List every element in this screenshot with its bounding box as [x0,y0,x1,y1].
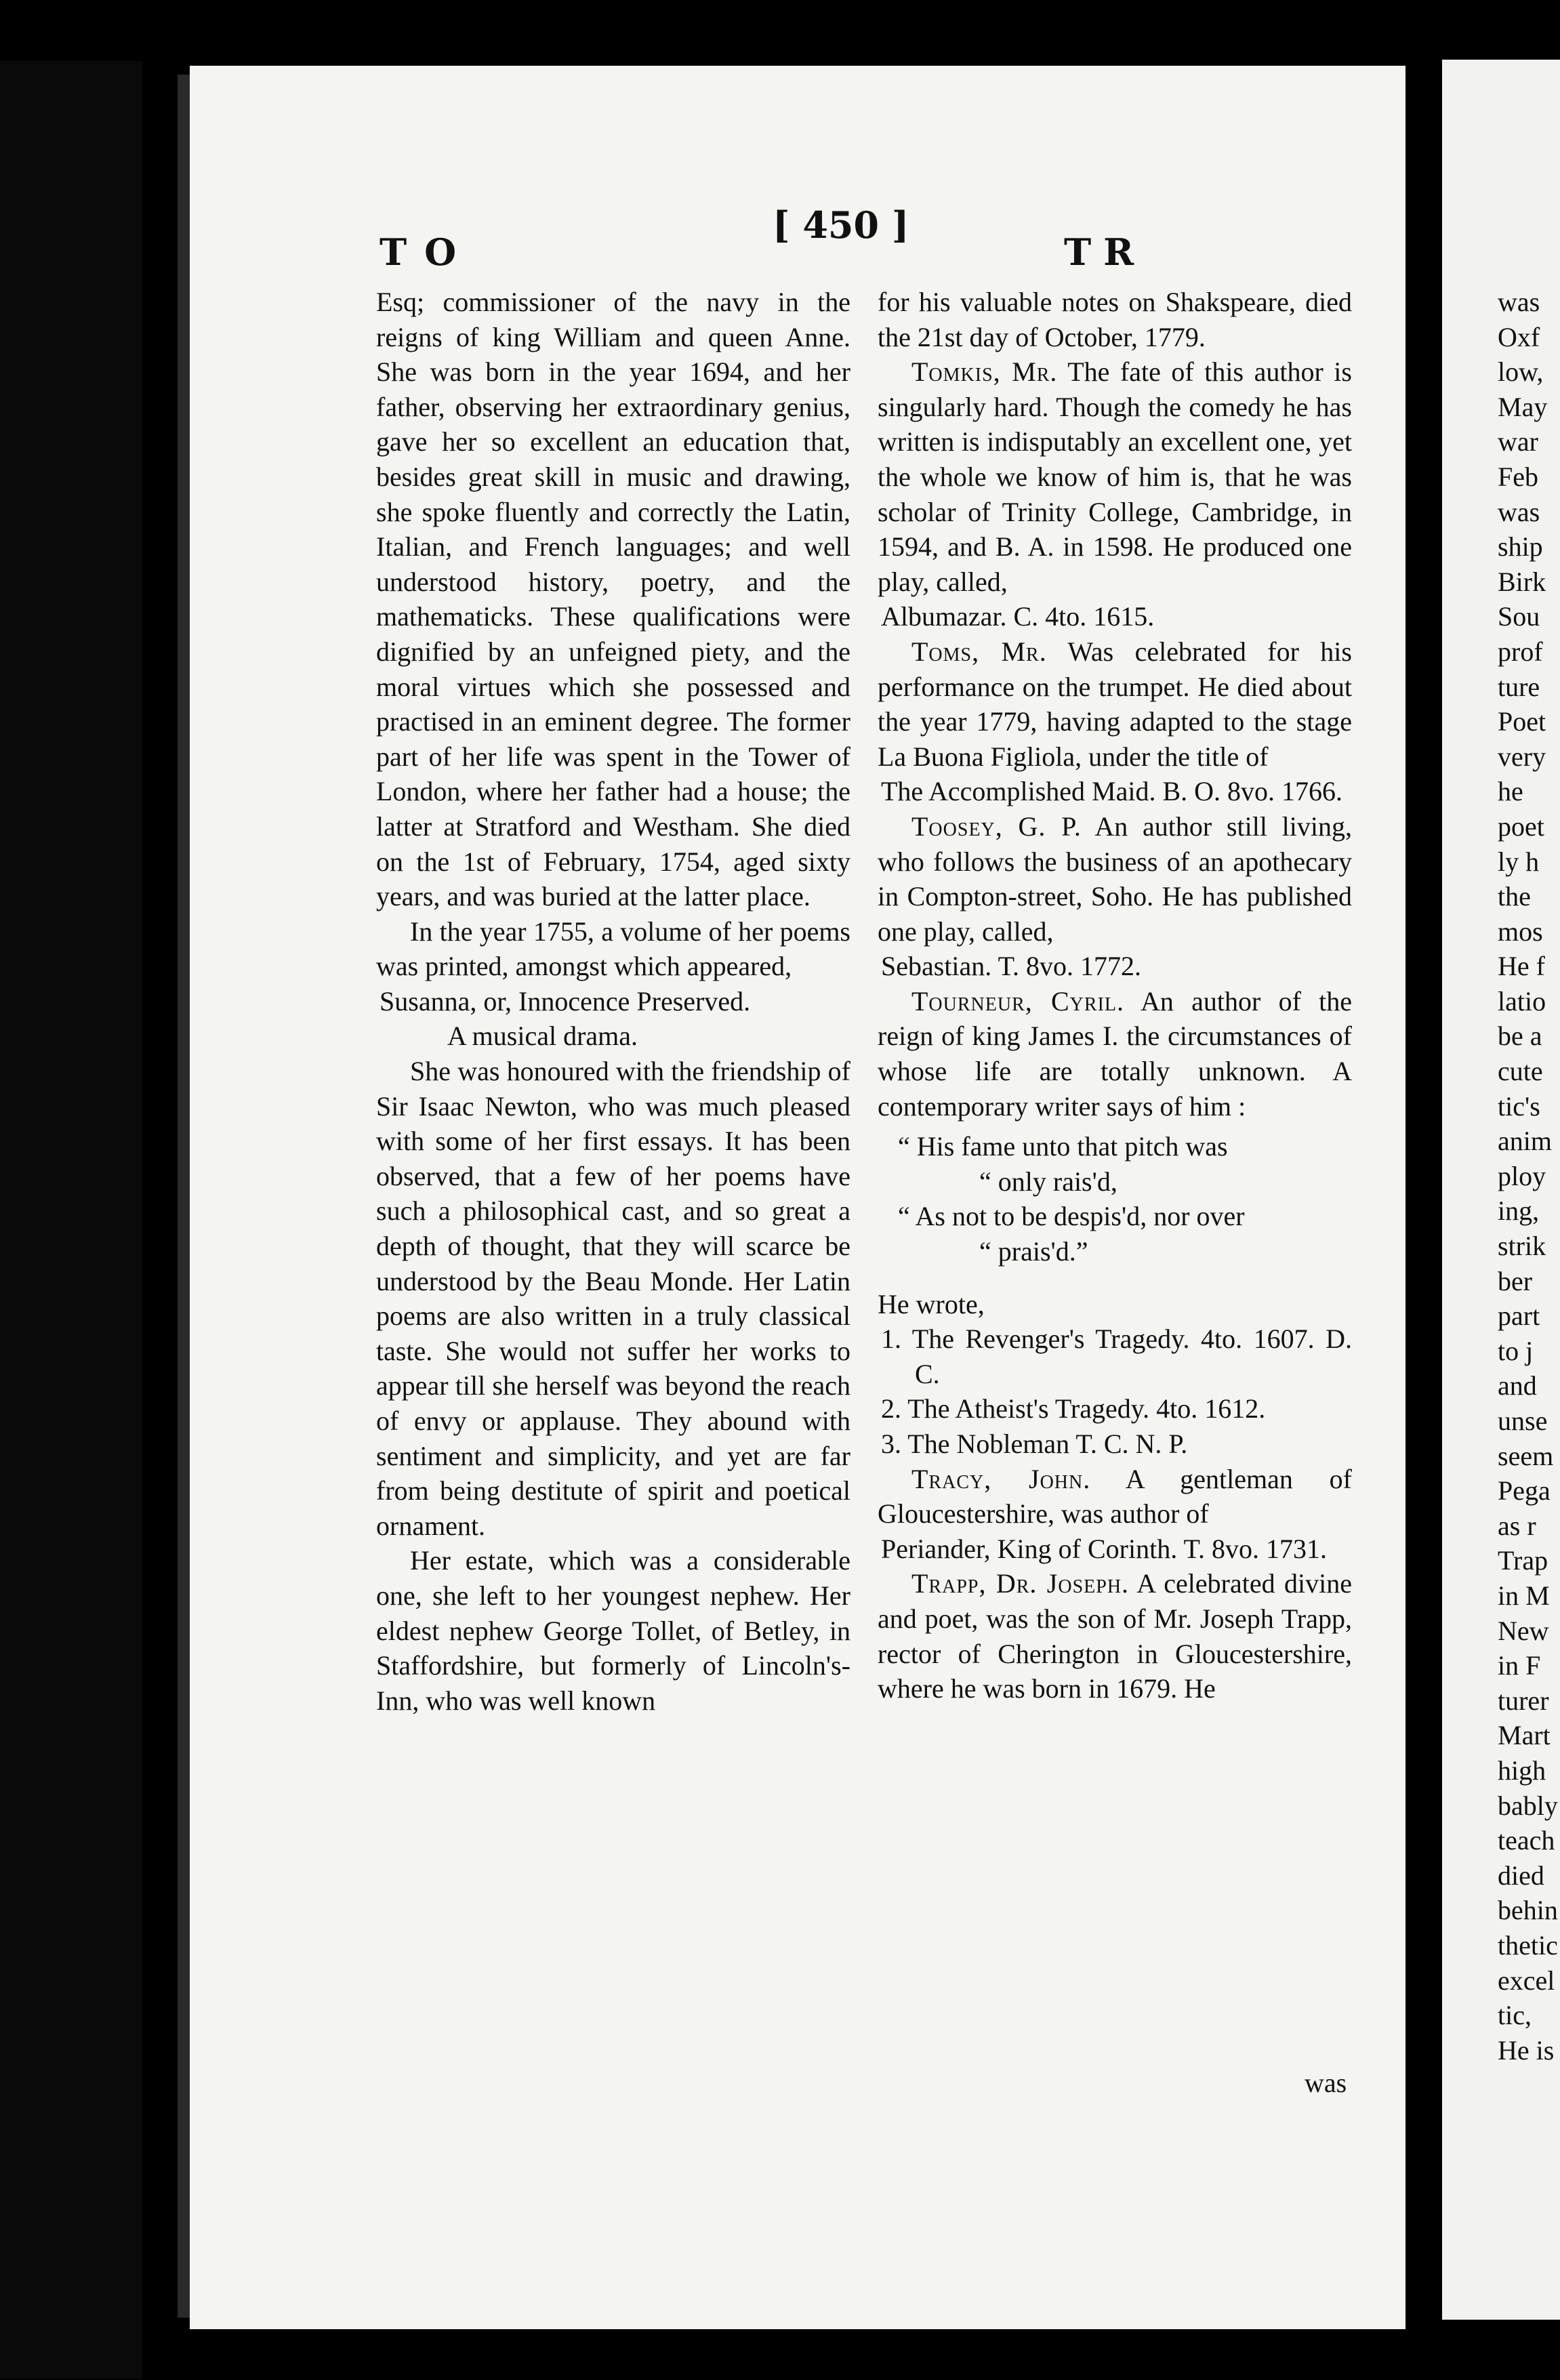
facing-page-line: mos [1498,916,1543,947]
facing-page-line: teach [1498,1825,1555,1856]
facing-page-line: turer [1498,1685,1549,1716]
play-title: A musical drama. [447,1021,638,1052]
facing-page-line: tic, [1498,2000,1532,2031]
play-title: 1. The Revenger's Tragedy. 4to. 1607. D. C. [881,1324,1352,1389]
facing-page-line: in F [1498,1650,1541,1681]
facing-page-line: Oxf [1498,321,1540,352]
book-spine-shadow [0,61,142,2379]
facing-page-line: unse [1498,1406,1548,1436]
paragraph: He wrote, [878,1288,985,1319]
facing-page-line: he [1498,776,1523,807]
entry-name: Trapp, Dr. Joseph. [911,1568,1130,1599]
paragraph: Her estate, which was a considerable one, she left to her youngest nephew. Her eldest nephew George Tollet, of Betley, in Staffordshire, but formerly of Lincoln's-Inn, who was well known [376,1545,850,1716]
facing-page-line: Feb [1498,461,1538,492]
verse-line: “ only rais'd, [979,1166,1117,1197]
entry-name: Tracy, John. [911,1463,1091,1494]
facing-page-line: low, [1498,356,1544,388]
running-head-right: TR [1064,230,1147,274]
paragraph: In the year 1755, a volume of her poems was printed, amongst which appeared, [376,916,850,982]
facing-page-line: in M [1498,1580,1550,1611]
biography-entry: Tracy, John. A gentleman of Gloucestershire, was author of [878,1463,1352,1530]
biography-entry: Toms, Mr. Was celebrated for his performance on the trumpet. He died about the year 1779, having adapted to the stage La Buona Figliola, under the title of [878,636,1352,772]
facing-page-line: ber [1498,1265,1533,1296]
verse-quotation [878,1129,1352,1269]
facing-page-line: Birk [1498,566,1546,597]
facing-page-line: bably [1498,1790,1558,1821]
facing-page-line: anim [1498,1126,1552,1157]
entry-name: Toosey, G. P. [911,811,1082,842]
paragraph: for his valuable notes on Shakspeare, died the 21st day of October, 1779. [878,287,1352,352]
running-header [0,203,1560,278]
facing-page-line: cute [1498,1056,1543,1087]
facing-page-line: Sou [1498,601,1540,632]
facing-page-line: He is [1498,2034,1555,2066]
facing-page-line: Pega [1498,1475,1551,1506]
facing-page-line: latio [1498,985,1546,1017]
right-text-column [878,285,1352,2074]
facing-page-line: prof [1498,636,1543,667]
paragraph: She was honoured with the friendship of Sir Isaac Newton, who was much pleased with some of her first essays. It has been observed, that a few of her poems have such a philosophical cast, and so great a depth of thought, that they will scarce be understood by the Beau Monde. Her Latin poems are also written in a truly classical taste. She would not suffer her works to appear till she herself was beyond the reach of envy or applause. They abound with sentiment and simplicity, and yet are far from being destitute of spirit and poetical ornament. [376,1056,850,1541]
entry-name: Toms, Mr. [911,636,1047,667]
facing-page-line: Mart [1498,1720,1551,1751]
biography-entry: Trapp, Dr. Joseph. A celebrated divine and poet, was the son of Mr. Joseph Trapp, rector of Cherington in Gloucestershire, where he was born in 1679. He [878,1568,1352,1704]
verse-line: “ prais'd.” [979,1236,1088,1267]
entry-name: Tourneur, Cyril. [911,985,1125,1017]
play-title: Susanna, or, Innocence Preserved. [379,985,751,1017]
play-title: 3. The Nobleman T. C. N. P. [881,1429,1188,1459]
page-number: [ 450 ] [773,203,909,247]
biography-entry: Tomkis, Mr. The fate of this author is singularly hard. Though the comedy he has written is indisputably an excellent one, yet the whole we know of him is, that he was scholar of Trinity College, Cambridge, in 1594, and B. A. in 1598. He produced one play, called, [878,356,1352,597]
verse-line: “ His fame unto that pitch was [898,1131,1228,1162]
biography-entry: Tourneur, Cyril. An author of the reign of king James I. the circumstances of whose life are totally unknown. A contemporary writer says of him : [878,985,1352,1122]
facing-page-line: seem [1498,1440,1554,1471]
biography-entry: Toosey, G. P. An author still living, who follows the business of an apothecary in Compton-street, Soho. He has published one play, called, [878,811,1352,947]
facing-page-line: very [1498,741,1546,772]
play-title: Albumazar. C. 4to. 1615. [881,601,1155,632]
facing-page-line: be a [1498,1021,1542,1052]
facing-page-line: ship [1498,531,1543,562]
facing-page-line: May [1498,391,1548,422]
facing-page-line: was [1498,496,1540,527]
facing-page-line: the [1498,881,1531,912]
facing-page-line: ing, [1498,1195,1540,1227]
facing-page-line: to j [1498,1335,1534,1366]
facing-page-line: strik [1498,1231,1546,1262]
facing-page-line: Poet [1498,706,1546,737]
catchword: was [1305,2068,1347,2098]
facing-page-line: Trap [1498,1545,1548,1576]
facing-page-line: ploy [1498,1160,1546,1191]
running-head-left: TO [379,230,474,274]
facing-page-line: was [1498,287,1540,317]
facing-page-line: tic's [1498,1090,1540,1122]
verse-line: “ As not to be despis'd, nor over [898,1201,1245,1232]
facing-page-line: thetic [1498,1929,1558,1961]
facing-page-line: high [1498,1755,1546,1786]
left-text-column [376,285,850,2074]
facing-page-line: part [1498,1300,1540,1332]
facing-page-line: died [1498,1860,1544,1891]
facing-page-line: New [1498,1615,1549,1646]
facing-page-line: ture [1498,671,1540,702]
facing-page-line: war [1498,426,1538,457]
page-edge [178,75,191,2318]
facing-page-line: behin [1498,1895,1558,1926]
facing-page-line: excel [1498,1965,1555,1996]
facing-page-line: ly h [1498,846,1540,877]
facing-page-line: poet [1498,811,1544,842]
facing-page-text [1498,285,1560,2068]
entry-name: Tomkis, Mr. [911,356,1058,388]
paragraph: Esq; commissioner of the navy in the reigns of king William and queen Anne. She was born in the year 1694, and her father, observing her extraordinary genius, gave her so excellent an education that, besides great skill in music and drawing, she spoke fluently and correctly the Latin, Italian, and French languages; and well understood history, poetry, and the mathematicks. These qualifications were dignified by an unfeigned piety, and the moral virtues which she possessed and practised in an eminent degree. The former part of her life was spent in the Tower of London, where her father had a house; the latter at Stratford and Westham. She died on the 1st of February, 1754, aged sixty years, and was buried at the latter place. [376,287,850,912]
facing-page-line: and [1498,1370,1537,1401]
play-title: The Accomplished Maid. B. O. 8vo. 1766. [881,776,1343,807]
facing-page-line: He f [1498,951,1545,982]
play-title: Periander, King of Corinth. T. 8vo. 1731. [881,1533,1327,1564]
play-title: 2. The Atheist's Tragedy. 4to. 1612. [881,1393,1266,1424]
facing-page-line: as r [1498,1510,1536,1541]
play-title: Sebastian. T. 8vo. 1772. [881,951,1142,982]
